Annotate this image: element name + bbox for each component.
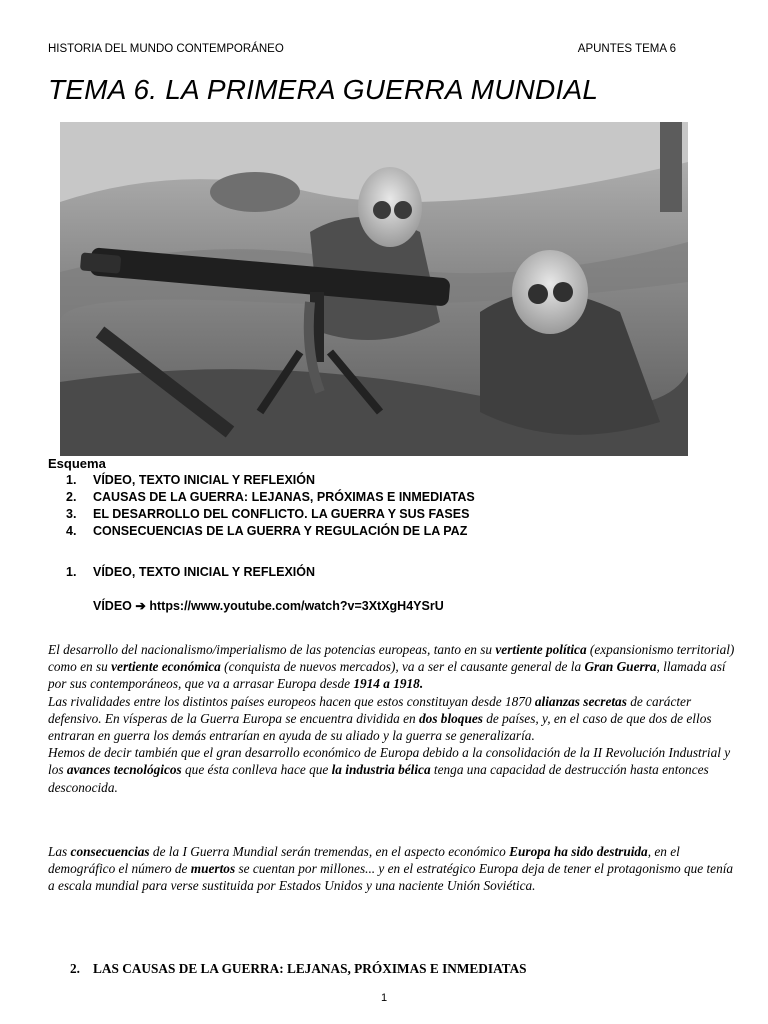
video-link[interactable]: https://www.youtube.com/watch?v=3XtXgH4YSrU: [149, 599, 444, 613]
page-header: [48, 43, 676, 55]
outline-item: [66, 472, 475, 489]
outline-item-number: 2.: [66, 490, 77, 504]
bold-term: alianzas secretas: [534, 693, 627, 709]
outline-item: [66, 506, 475, 523]
arrow-right-icon: ➔: [135, 599, 146, 613]
header-course-title: HISTORIA DEL MUNDO CONTEMPORÁNEO: [48, 43, 284, 55]
text-run: , en el demográfico el número de: [48, 844, 680, 877]
outline-item-number: 3.: [66, 507, 77, 521]
text-run: tenga una capacidad de destrucción hasta entonces desconocida.: [48, 762, 709, 795]
text-run: de países, y, en el caso de que dos de ellos entraran en guerra los demás entrarían en ayuda de su aliado y la guerra se generalizaría.: [48, 710, 712, 744]
outline-item-number: 4.: [66, 524, 77, 538]
text-run: Las: [48, 844, 71, 859]
outline-label: Esquema: [48, 456, 106, 471]
bold-term: vertiente económica: [111, 659, 221, 675]
text-run: de la I Guerra Mundial serán tremendas, en el aspecto económico: [149, 844, 510, 859]
outline-item: [66, 489, 475, 506]
outline-item-number: 1.: [66, 473, 77, 487]
intro-paragraph: [48, 641, 738, 796]
bold-term: consecuencias: [70, 844, 150, 859]
outline-item-text: VÍDEO, TEXTO INICIAL Y REFLEXIÓN: [93, 473, 316, 487]
text-run: se cuentan por millones... y en el estratégico Europa deja de tener el protagonismo que tenía a escala mundial para verse sustituida por Estados Unidos y una naciente Unión Soviética.: [48, 861, 734, 894]
outline-list: [66, 472, 475, 540]
text-run: Hemos de decir también que el gran desarrollo económico de Europa debido a la consolidación de la II Revolución Industrial y los: [48, 745, 731, 778]
outline-item: [66, 523, 475, 540]
text-run: El desarrollo del nacionalismo/imperialismo de las potencias europeas, tanto en su: [48, 642, 496, 657]
bold-term: Gran Guerra: [584, 659, 657, 675]
text-run: , llamada así por sus contemporáneos, que va a arrasar Europa desde: [48, 659, 726, 692]
text-run: Las rivalidades entre los distintos países europeos hacen que estos constituyan desde 1870: [48, 693, 535, 709]
ww1-machine-gun-photo: [60, 122, 688, 456]
text-run: que ésta conlleva hace que: [181, 762, 332, 778]
text-run: (conquista de nuevos mercados), va a ser el causante general de la: [220, 659, 585, 675]
bold-term: 1914 a 1918.: [353, 676, 424, 692]
bold-term: avances tecnológicos: [66, 762, 182, 778]
section-2-heading: [70, 961, 527, 977]
section-number: 1.: [66, 565, 77, 579]
section-1-heading: [66, 565, 315, 579]
video-line: [93, 598, 444, 613]
section-title: LAS CAUSAS DE LA GUERRA: LEJANAS, PRÓXIMAS E INMEDIATAS: [93, 961, 527, 976]
section-title: VÍDEO, TEXTO INICIAL Y REFLEXIÓN: [93, 565, 316, 579]
consequences-paragraph: [48, 843, 738, 895]
video-label: VÍDEO: [93, 599, 132, 613]
bold-term: Europa ha sido destruida: [509, 844, 648, 859]
outline-item-text: CAUSAS DE LA GUERRA: LEJANAS, PRÓXIMAS E INMEDIATAS: [93, 490, 475, 504]
text-run: (expansionismo territorial) como en su: [48, 642, 735, 675]
text-run: de carácter defensivo. En vísperas de la Guerra Europa se encuentra dividida en: [48, 693, 692, 726]
outline-item-text: CONSECUENCIAS DE LA GUERRA Y REGULACIÓN DE LA PAZ: [93, 524, 468, 538]
bold-term: vertiente política: [495, 642, 587, 657]
bold-term: la industria bélica: [331, 762, 431, 778]
bold-term: muertos: [190, 861, 236, 877]
page-title: TEMA 6. LA PRIMERA GUERRA MUNDIAL: [48, 74, 599, 105]
bold-term: dos bloques: [419, 710, 483, 726]
page-number: 1: [380, 992, 388, 1004]
outline-item-text: EL DESARROLLO DEL CONFLICTO. LA GUERRA Y SUS FASES: [93, 507, 470, 521]
section-number: 2.: [70, 961, 80, 976]
header-notes-label: APUNTES TEMA 6: [577, 43, 676, 55]
